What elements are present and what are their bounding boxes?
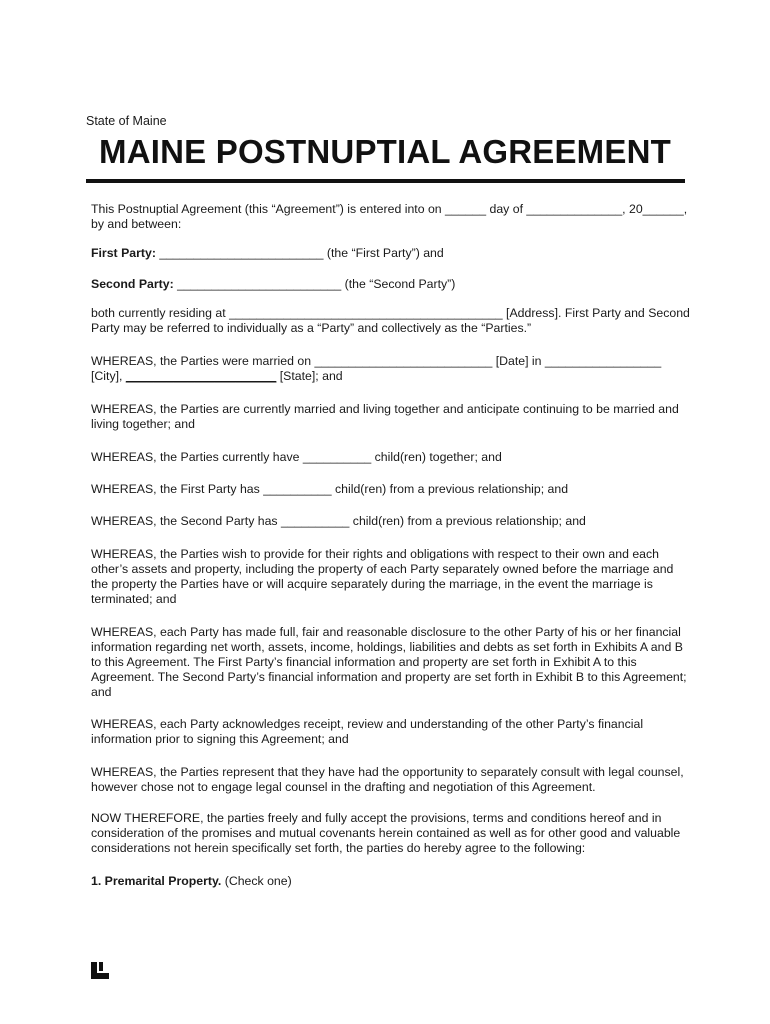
residing-paragraph: both currently residing at ________________________________________ [Address]. First Party and Second Party may be referred to individually as a “Party” and collectively as the “Parties.” <box>91 306 690 335</box>
whereas-first-children-paragraph: WHEREAS, the First Party has __________ child(ren) from a previous relationship; and <box>91 482 569 496</box>
now-therefore-paragraph: NOW THEREFORE, the parties freely and fully accept the provisions, terms and conditions hereof and in consideration of the promises and mutual covenants herein contained as well as for other good and valuable considerations not herein specifically set forth, the parties do hereby agree to the following: <box>91 811 681 855</box>
first-party-line <box>91 246 691 261</box>
whereas-children-paragraph: WHEREAS, the Parties currently have __________ child(ren) together; and <box>91 450 502 464</box>
whereas-living-paragraph: WHEREAS, the Parties are currently married and living together and anticipate continuing to be married and living together; and <box>91 402 679 431</box>
second-party-text: ________________________ (the “Second Party”) <box>173 277 456 291</box>
whereas-second-children-paragraph: WHEREAS, the Second Party has __________ child(ren) from a previous relationship; and <box>91 514 586 528</box>
section-1-heading <box>91 874 691 889</box>
document-title: MAINE POSTNUPTIAL AGREEMENT <box>99 133 671 170</box>
section-1-label: 1. Premarital Property. <box>91 874 222 888</box>
whereas-married-city: [City], <box>91 369 126 383</box>
first-party-label: First Party: <box>91 246 156 260</box>
document-logo-icon <box>91 962 109 979</box>
whereas-counsel-paragraph: WHEREAS, the Parties represent that they have had the opportunity to separately consult with legal counsel, however chose not to engage legal counsel in the drafting and negotiation of this Agreement. <box>91 765 684 794</box>
second-party-label: Second Party: <box>91 277 174 291</box>
first-party-text: ________________________ (the “First Party”) and <box>155 246 444 260</box>
whereas-married-line1: WHEREAS, the Parties were married on __________________________ [Date] in _________________ <box>91 354 662 368</box>
section-1-note: (Check one) <box>221 874 292 888</box>
whereas-married-state-blank: ______________________ <box>125 369 277 383</box>
whereas-rights-paragraph: WHEREAS, the Parties wish to provide for their rights and obligations with respect to their own and each other’s assets and property, including the property of each Party separately owned before the marriage and the property the Parties have or will acquire separately during the marriage, in the event the marriage is terminated; and <box>91 547 674 606</box>
state-label: State of Maine <box>86 114 167 128</box>
second-party-line <box>91 277 691 292</box>
whereas-married-state: [State]; and <box>276 369 343 383</box>
whereas-disclosure-paragraph: WHEREAS, each Party has made full, fair and reasonable disclosure to the other Party of his or her financial information regarding net worth, assets, income, holdings, liabilities and debts as set forth in Exhibits A and B to this Agreement. The First Party’s financial information and property are set forth in Exhibit A to this Agreement. The Second Party’s financial information and property are set forth in Exhibit B to this Agreement; and <box>91 625 687 699</box>
title-divider <box>86 179 685 183</box>
whereas-married-paragraph <box>91 354 691 384</box>
whereas-acknowledges-paragraph: WHEREAS, each Party acknowledges receipt, review and understanding of the other Party’s financial information prior to signing this Agreement; and <box>91 717 644 746</box>
intro-paragraph: This Postnuptial Agreement (this “Agreement”) is entered into on ______ day of ______________, 20______, by and between: <box>91 202 688 231</box>
